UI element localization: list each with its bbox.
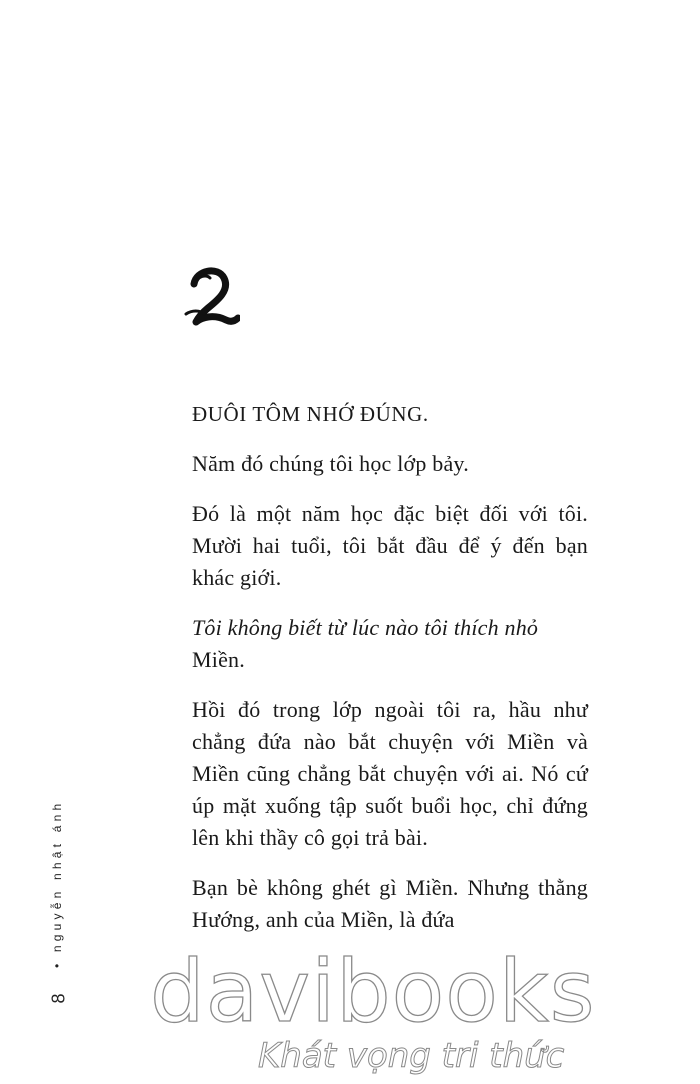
chapter-number-glyph [180, 262, 240, 332]
paragraph-3 [192, 612, 588, 676]
paragraph-1: Năm đó chúng tôi học lớp bảy. [192, 451, 469, 476]
paragraph-3-italic: Tôi không biết từ lúc nào tôi thích nhỏ [192, 615, 539, 640]
running-author: • nguyễn nhật ánh [50, 799, 64, 968]
watermark-title: davibooks [150, 942, 596, 1042]
paragraph-5: Bạn bè không ghét gì Miền. Nhưng thằng Hướng, anh của Miền, là đứa [192, 875, 588, 932]
chapter-opening-line: ĐUÔI TÔM NHỚ ĐÚNG. [192, 402, 429, 426]
paragraph-2: Đó là một năm học đặc biệt đối với tôi. Mười hai tuổi, tôi bắt đầu để ý đến bạn khác giới. [192, 501, 588, 590]
page-number: 8 [48, 993, 69, 1004]
chapter-number-numeral [180, 262, 240, 332]
paragraph-3-end: Miền. [192, 647, 245, 672]
chapter-body [192, 398, 588, 954]
watermark-tagline: Khát vọng tri thức [258, 1036, 565, 1076]
paragraph-4: Hồi đó trong lớp ngoài tôi ra, hầu như chẳng đứa nào bắt chuyện với Miền và Miền cũng chẳng bắt chuyện với ai. Nó cứ úp mặt xuống tập suốt buổi học, chỉ đứng lên khi thầy cô gọi trả bài. [192, 697, 588, 850]
